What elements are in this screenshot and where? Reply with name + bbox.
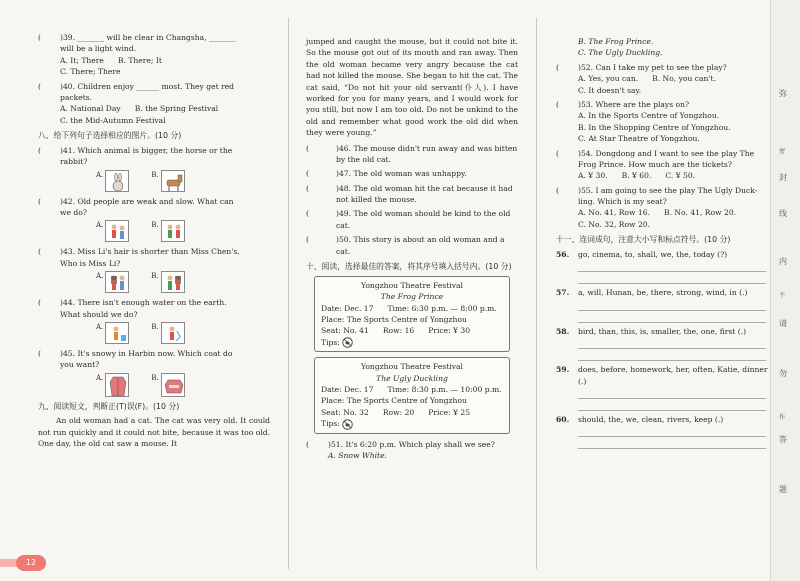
option-c: C. No. 32, Row 20. [578, 219, 651, 229]
question-42: ( )42. Old people are weak and slow. What can we do? A. B. [38, 196, 270, 243]
option-b: B. In the Shopping Centre of Yongzhou. [578, 122, 731, 132]
rabbit-icon [105, 170, 129, 192]
option-c: C. There; There [60, 67, 121, 77]
page-number: 12 [16, 555, 46, 571]
option-c: C. the Mid-Autumn Festival [60, 115, 166, 125]
picture-option-b[interactable]: B. [151, 220, 184, 242]
answer-line[interactable] [578, 387, 766, 399]
option-a: A. In the Sports Centre of Yongzhou. [578, 111, 720, 121]
question-55: ( )55. I am going to see the play The Ugly Duck- ling. Which is my seat? A. No. 41, Row 16. B. No. 41, Row 20. C. No. 32, Row 20. [556, 185, 758, 229]
question-54: ( )54. Dongdong and I want to see the play The Frog Prince. How much are the tickets? A. ¥ 30. B. ¥ 60. C. ¥ 50. [556, 148, 755, 181]
question-53: ( )53. Where are the plays on? A. In the Sports Centre of Yongzhou. B. In the Shopping Centre of Yongzhou. C. At Star Theatre of Yongzhou. [556, 99, 770, 145]
option-a: A. No. 41, Row 16. [578, 208, 650, 218]
section-10-heading: 十、阅读，选择最佳的答案，将其序号填入括号内。(10 分) [306, 262, 512, 272]
option-b: B. ¥ 60. [621, 171, 652, 181]
reading-passage-part1: An old woman had a cat. The cat was very old. It could not run quickly and it could not bite, because it was too old. One day, the old cat saw a mouse. It [38, 416, 270, 449]
two-women-icon [161, 271, 185, 293]
column-divider [536, 18, 537, 569]
ticket-ugly-duckling: Yongzhou Theatre Festival The Ugly Duckling Date: Dec. 17 Time: 8:30 p.m. — 10:00 p.m. Place: The Sports Centre of Yongzhou Seat: No. 32 Row: 20 Price: ¥ 25 Tips: [314, 357, 510, 433]
short-jacket-icon [161, 373, 185, 397]
question-40: ( )40. Children enjoy ______ most. They get red packets. A. National Day B. the Spring Festival C. the Mid-Autumn Festival [38, 81, 235, 125]
question-43: ( )43. Miss Li's hair is shorter than Miss Chen's. Who is Miss Li? A. B. [38, 246, 270, 293]
two-women-icon [105, 271, 129, 293]
question-46: ( )46. The mouse didn't run away and was bitten by the old cat. [306, 143, 518, 164]
people-icon [161, 220, 185, 242]
answer-line[interactable] [578, 299, 766, 311]
option-c: C. It doesn't say. [578, 85, 642, 95]
column-left [38, 32, 270, 450]
picture-option-b[interactable]: B. [151, 271, 184, 293]
question-41: ( )41. Which animal is bigger, the horse or the rabbit? A. B. [38, 145, 270, 192]
no-pets-icon [342, 337, 353, 348]
option-c: C. The Ugly Duckling. [578, 48, 663, 58]
helping-old-person-icon [105, 220, 129, 242]
option-b: B. No, you can't. [652, 74, 716, 84]
answer-line[interactable] [578, 425, 766, 437]
question-47: ( )47. The old woman was unhappy. [306, 169, 467, 179]
option-a: A. Snow White. [328, 451, 387, 461]
no-pets-icon [342, 419, 353, 430]
reading-passage-part2: jumped and caught the mouse, but it could not bite it. So the mouse got out of its mouth and ran away. Then the old woman became very angry because the cat had not killed the mouse. She began to hit the cat. The cat said, “Do not hit your old servant(仆人). I have worked for you for many years, and I would work for you still, but now I am too old. Do not be unkind to the old and remember what good work the old did when they were young.” [306, 37, 518, 138]
answer-line[interactable] [578, 349, 766, 361]
question-58: 58. bird, than, this, is, smaller, the, one, first (.) [556, 326, 770, 361]
question-59: 59. does, before, homework, her, often, Katie, dinner (.) [556, 364, 770, 411]
question-51: ( )51. It's 6:20 p.m. Which play shall we see? A. Snow White. [306, 439, 495, 461]
question-57: 57. a, will, Hunan, be, there, strong, wind, in (.) [556, 287, 770, 322]
answer-line[interactable] [578, 437, 766, 449]
answer-line[interactable] [578, 311, 766, 323]
question-44: ( )44. There isn't enough water on the earth. What should we do? A. B. [38, 297, 270, 344]
waste-water-icon [161, 322, 185, 344]
picture-option-a[interactable]: A. [96, 220, 129, 242]
option-b: B. the Spring Festival [134, 104, 219, 114]
option-c: C. At Star Theatre of Yongzhou. [578, 134, 700, 144]
answer-line[interactable] [578, 260, 766, 272]
question-49: ( )49. The old woman should be kind to the old cat. [306, 209, 511, 230]
option-c: C. ¥ 50. [665, 171, 696, 181]
section-11-heading: 十一、连词成句，注意大小写和标点符号。(10 分) [556, 235, 731, 245]
answer-line[interactable] [578, 337, 766, 349]
question-48: ( )48. The old woman hit the cat because it had not killed the mouse. [306, 183, 513, 205]
option-a: A. Yes, you can. [578, 74, 639, 84]
column-divider [288, 18, 289, 569]
section-8-heading: 八、给下列句子选择相应的图片。(10 分) [38, 131, 182, 141]
picture-option-a[interactable]: A. [96, 322, 129, 344]
question-50: ( )50. This story is about an old woman and a cat. [306, 235, 505, 256]
picture-option-a[interactable]: A. [96, 271, 129, 293]
picture-option-b[interactable]: B. [151, 170, 184, 192]
option-b: B. The Frog Prince. [578, 37, 654, 46]
question-56: 56. go, cinema, to, shall, we, the, today (?) [556, 249, 770, 284]
column-right [556, 36, 770, 452]
picture-option-b[interactable]: B. [151, 322, 184, 344]
picture-option-b[interactable]: B. [151, 373, 184, 397]
horse-icon [161, 170, 185, 192]
question-39: ( )39. _______ will be clear in Changsha, _______ will be a light wind. A. It; There B. There; It C. There; There [38, 33, 236, 77]
column-middle [306, 36, 518, 464]
option-a: A. It; There [60, 55, 104, 65]
binding-margin: 弥 密 封 线 内 不 请 勿 作 答 题 [770, 0, 800, 581]
option-b: B. No. 41, Row 20. [664, 208, 737, 218]
option-a: A. National Day [60, 104, 121, 114]
section-9-heading: 九、阅读短文，判断正(T)误(F)。(10 分) [38, 401, 180, 411]
picture-option-a[interactable]: A. [96, 170, 129, 192]
answer-line[interactable] [578, 272, 766, 284]
question-45: ( )45. It's snowy in Harbin now. Which coat do you want? A. B. [38, 348, 270, 397]
option-b: B. There; It [117, 55, 162, 65]
save-water-icon [105, 322, 129, 344]
question-60: 60. should, the, we, clean, rivers, keep (.) [556, 414, 770, 449]
option-a: A. ¥ 30. [578, 171, 608, 181]
question-52: ( )52. Can I take my pet to see the play? A. Yes, you can. B. No, you can't. C. It doesn't say. [556, 62, 727, 95]
ticket-frog-prince: Yongzhou Theatre Festival The Frog Prince Date: Dec. 17 Time: 6:30 p.m. — 8:00 p.m. Place: The Sports Centre of Yongzhou Seat: No. 41 Row: 16 Price: ¥ 30 Tips: [314, 276, 510, 352]
picture-option-a[interactable]: A. [96, 373, 129, 397]
answer-line[interactable] [578, 399, 766, 411]
long-coat-icon [105, 373, 129, 397]
